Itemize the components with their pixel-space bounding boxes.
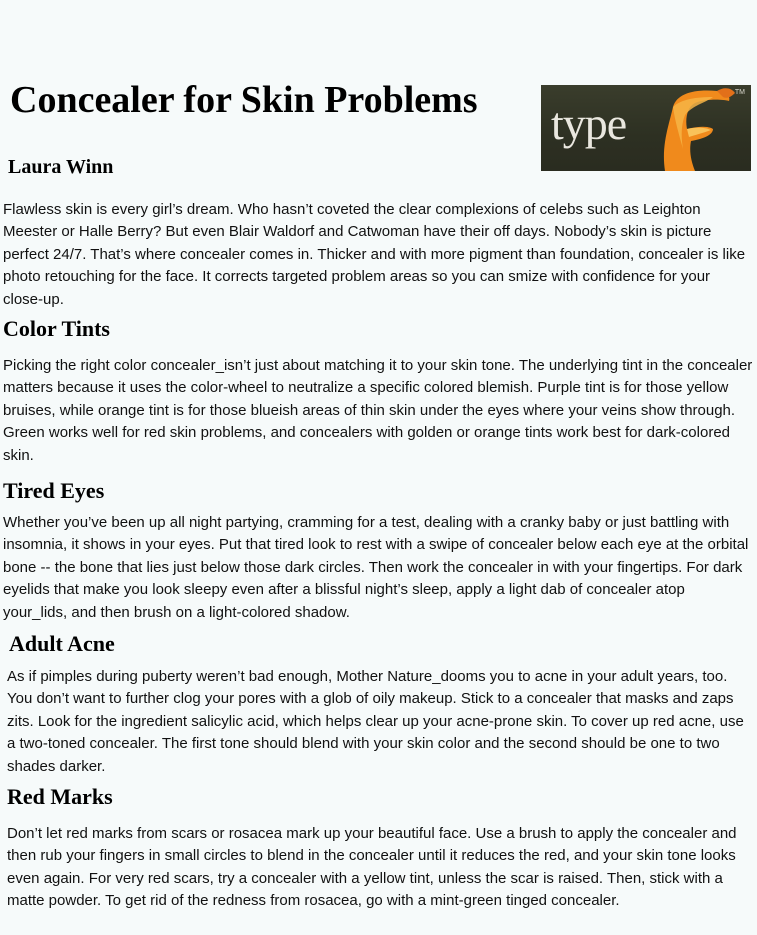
section-heading-color-tints: Color Tints bbox=[3, 316, 110, 341]
section-heading-red-marks: Red Marks bbox=[7, 784, 113, 809]
section-body-tired-eyes: Whether you’ve been up all night partying, cramming for a test, dealing with a cranky baby or just battling with insomnia, it shows in your eyes. Put that tired look to rest with a swipe of concealer below each eye at the orbital bone -- the bone that lies just below those dark circles. Then work the concealer in with your fingertips. For dark eyelids that make you look sleepy even after a blissful night’s sleep, apply a light dab of concealer atop your_lids, and then brush on a light-colored shadow. bbox=[3, 514, 749, 621]
section-body-red-marks: Don’t let red marks from scars or rosacea mark up your beautiful face. Use a brush to apply the concealer and then rub your fingers in small circles to blend in the concealer until it reduces the red, and your skin tone looks even again. For very red scars, try a concealer with a yellow tint, unless the scar is raised. Then, stick with a matte powder. To get rid of the redness from rosacea, go with a mint-green tinged concealer. bbox=[7, 825, 737, 910]
type-f-logo bbox=[541, 85, 751, 171]
section-heading-tired-eyes: Tired Eyes bbox=[3, 478, 105, 503]
section-heading-adult-acne: Adult Acne bbox=[9, 631, 115, 656]
article-title: Concealer for Skin Problems bbox=[10, 79, 478, 121]
section-body-adult-acne: As if pimples during puberty weren’t bad enough, Mother Nature_dooms you to acne in your adult years, too. You don’t want to further clog your pores with a glob of oily makeup. Stick to a concealer that masks and zaps zits. Look for the ingredient salicylic acid, which helps clear up your acne-prone skin. To cover up red acne, use a two-toned concealer. The first tone should blend with your skin color and the second should be one to two shades darker. bbox=[7, 668, 744, 775]
trademark-mark: TM bbox=[734, 89, 745, 96]
logo-text: type bbox=[551, 98, 627, 149]
author-name: Laura Winn bbox=[8, 156, 114, 178]
section-body-color-tints: Picking the right color concealer_isn’t just about matching it to your skin tone. The underlying tint in the concealer matters because it uses the color-wheel to neutralize a specific colored blemish. Purple tint is for those yellow bruises, while orange tint is for those blueish areas of thin skin under the eyes where your veins show through. Green works well for red skin problems, and concealers with golden or orange tints work best for dark-colored skin. bbox=[3, 357, 753, 464]
ribbon-f-icon bbox=[651, 85, 751, 171]
intro-paragraph: Flawless skin is every girl’s dream. Who hasn’t coveted the clear complexions of celebs such as Leighton Meester or Halle Berry? But even Blair Waldorf and Catwoman have their off days. Nobody’s skin is picture perfect 24/7. That’s where concealer comes in. Thicker and with more pigment than foundation, concealer is like photo retouching for the face. It corrects targeted problem areas so you can smize with confidence for your close-up. bbox=[3, 201, 746, 308]
